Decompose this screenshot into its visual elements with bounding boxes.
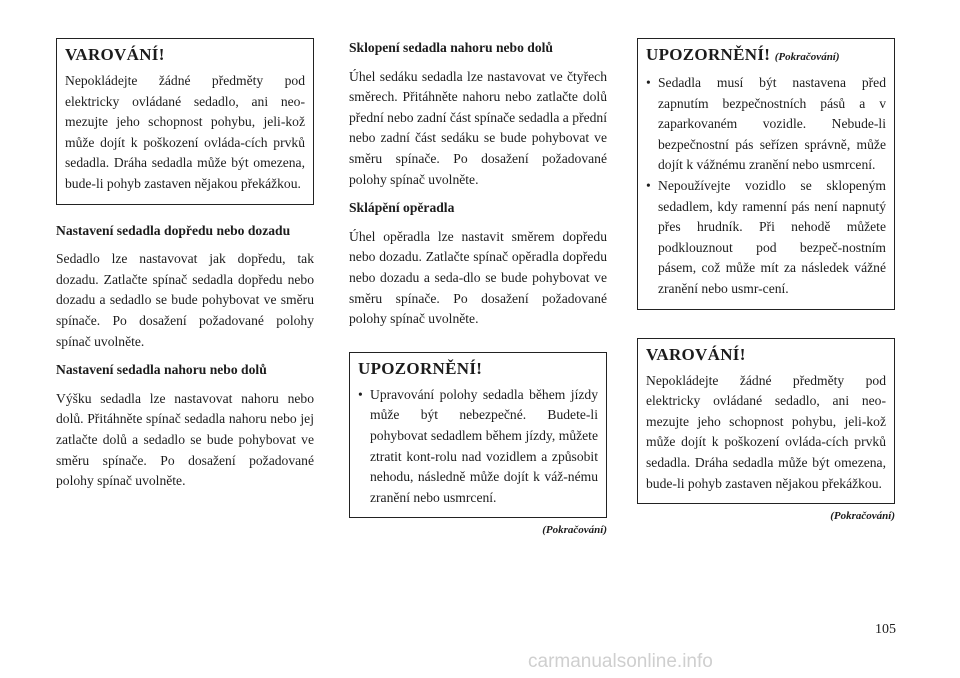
- watermark-text: carmanualsonline.info: [528, 651, 713, 672]
- caution-title-text: UPOZORNĚNÍ!: [646, 45, 771, 64]
- section-heading: Nastavení sedadla nahoru nebo dolů: [56, 362, 267, 378]
- warning-box: [637, 338, 895, 505]
- section-paragraph: Výšku sedadla lze nastavovat nahoru nebo dolů. Přitáhněte spínač sedadla nahoru nebo jej zatlačte dolů a sedadlo se bude pohybovat ve směru spínače. Po dosažení požadované polohy spínač uvolněte.: [56, 390, 314, 489]
- caution-title: [646, 45, 886, 67]
- warning-title: VAROVÁNÍ!: [65, 45, 165, 64]
- section-heading: Nastavení sedadla dopředu nebo dozadu: [56, 222, 291, 238]
- caution-title-continued: (Pokračování): [774, 51, 840, 63]
- warning-title: VAROVÁNÍ!: [646, 344, 746, 364]
- column-right: [637, 38, 895, 522]
- section-paragraph: Úhel opěradla lze nastavit směrem dopředu nebo dozadu. Zatlačte spínač opěradla dopředu nebo dozadu a seda-dlo se bude pohybovat ve směru spínače. Po dosažení požadované polohy spínač uvolněte.: [349, 228, 607, 327]
- column-left: [56, 38, 314, 492]
- page-number: 105: [875, 622, 896, 637]
- column-middle: [349, 38, 607, 536]
- section-paragraph: Sedadlo lze nastavovat jak dopředu, tak dozadu. Zatlačte spínač sedadla dopředu nebo dozadu a sedadlo se bude pohybovat ve směru spínače. Po dosažení požadované polohy spínač uvolněte.: [56, 251, 314, 349]
- caution-bullet: • Nepoužívejte vozidlo se sklopeným sedadlem, kdy ramenní pás není napnutý přes hrudník. Při nehodě můžete podklouznout pod bezpeč-nostním pásem, což může mít za následek vážné zranění nebo usmr-cení.: [646, 176, 886, 300]
- caution-bullet: • Upravování polohy sedadla během jízdy může být nebezpečné. Budete-li pohybovat sedadlem během jízdy, můžete ztratit kont-rolu nad vozidlem a způsobit nehodu, následně může dojít k váž-nému zranění nebo usmrcení.: [358, 385, 598, 509]
- section-paragraph: Úhel sedáku sedadla lze nastavovat ve čtyřech směrech. Přitáhněte nahoru nebo zatlačte dolů přední nebo zadní část spínače sedadla a přední nebo zadní část sedáku se bude pohybovat ve směru spínače. Po dosažení požadované polohy spínač uvolněte.: [349, 68, 607, 187]
- continued-note: (Pokračování): [542, 524, 607, 537]
- section-heading: Sklápění opěradla: [349, 200, 455, 216]
- caution-title: UPOZORNĚNÍ!: [358, 358, 483, 378]
- warning-text: Nepokládejte žádné předměty pod elektricky ovládané sedadlo, ani neo-mezujte jeho schopnost pohybu, jeli-kož může dojít k poškození ovláda-cích prvků sedadla. Dráha sedadla může být omezena, bude-li pohyb zastaven nějakou překážkou.: [65, 73, 305, 191]
- warning-box: [56, 38, 314, 205]
- caution-box: [349, 352, 607, 519]
- continued-note: (Pokračování): [830, 510, 895, 523]
- caution-bullet: • Sedadla musí být nastavena před zapnutím bezpečnostních pásů a v zaparkovaném vozidle. Nebude-li bezpečnostní pás seřízen správně, může dojít k vážnému zranění nebo usmrcení.: [646, 73, 886, 176]
- section-heading: Sklopení sedadla nahoru nebo dolů: [349, 40, 553, 55]
- caution-list: [646, 73, 886, 300]
- caution-box-continued: [637, 38, 895, 310]
- warning-text: Nepokládejte žádné předměty pod elektricky ovládané sedadlo, ani neo-mezujte jeho schopnost pohybu, jeli-kož může dojít k poškození ovláda-cích prvků sedadla. Dráha sedadla může být omezena, bude-li pohyb zastaven nějakou překážkou.: [646, 372, 886, 491]
- caution-list: [358, 385, 598, 509]
